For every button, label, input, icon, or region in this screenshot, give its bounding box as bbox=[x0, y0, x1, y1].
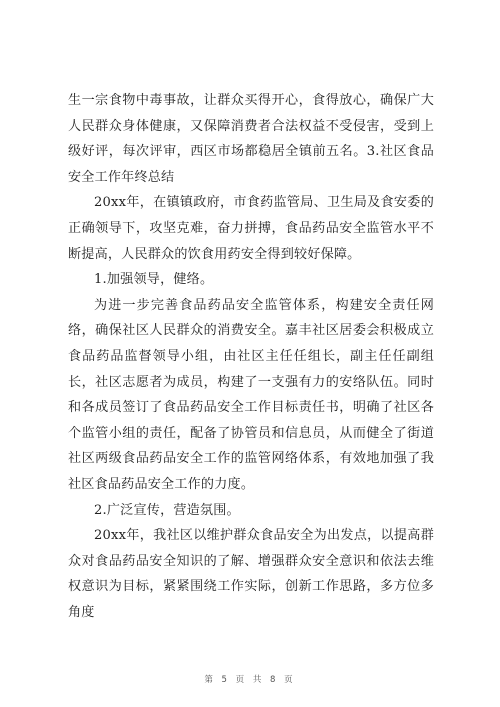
paragraph-section-1: 为进一步完善食品药品安全监管体系，构建安全责任网络，确保社区人民群众的消费安全。嘉丰社区居委会积极成立食品药品监督领导小组，由社区主任任组长，副主任任副组长，社区志愿者为成员，构建了一支强有力的安络队伍。同时和各成员签订了食品药品安全工作目标责任书，明确了社区各个监管小组的责任，配备了协管员和信息员，从而健全了街道社区两级食品药品安全工作的监管网络体系，有效地加强了我社区食品药品安全工作的力度。 bbox=[68, 297, 434, 492]
page-number-footer: 第 5 页 共 8 页 bbox=[204, 675, 296, 685]
section-heading-2: 2.广泛宣传，营造氛围。 bbox=[94, 502, 240, 518]
paragraph-section-2: 20xx年，我社区以维护群众食品安全为出发点，以提高群众对食品药品安全知识的了解、增强群众安全意识和依法去维权意识为目标，紧紧围绕工作实际，创新工作思路，多方位多角度 bbox=[68, 528, 434, 620]
paragraph-intro: 20xx年，在镇镇政府，市食药监管局、卫生局及食安委的正确领导下，攻坚克难，奋力拼搏，食品药品安全监管水平不断提高，人民群众的饮食用药安全得到较好保障。 bbox=[68, 195, 434, 262]
section-heading-1: 1.加强领导，健络。 bbox=[94, 272, 214, 288]
paragraph-continuation: 生一宗食物中毒事故，让群众买得开心，食得放心，确保广大人民群众身体健康，又保障消费者合法权益不受侵害，受到上级好评，每次评审，西区市场都稳居全镇前五名。3.社区食品安全工作年终总结 bbox=[68, 93, 434, 185]
document-body bbox=[68, 88, 434, 625]
